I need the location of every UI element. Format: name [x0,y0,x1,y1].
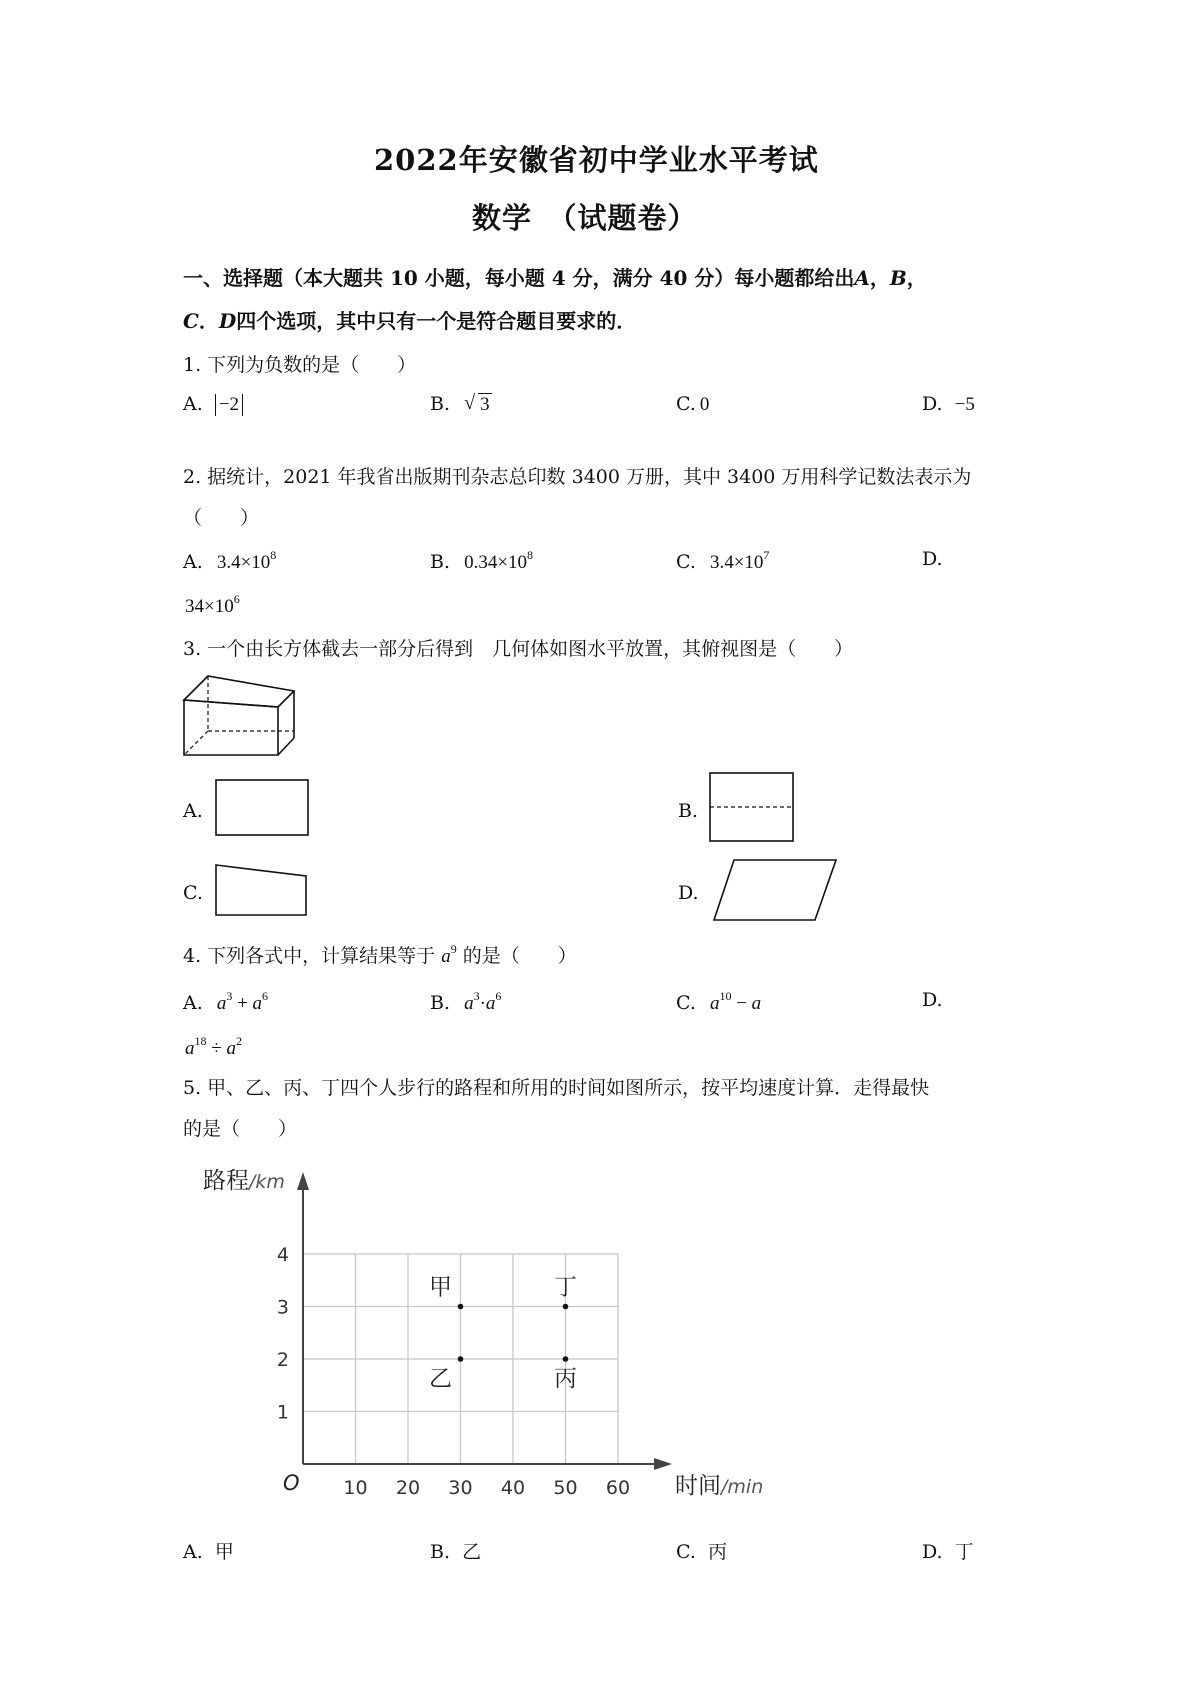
section-instructions-line2 [183,305,636,334]
y-tick-label: 2 [276,1349,289,1371]
exponent: 2 [235,1034,242,1048]
mantissa: 3.4×10 [216,552,271,573]
q3-option-d-label: D. [678,882,699,904]
variable: a [252,993,263,1014]
question-4-stem [183,941,577,968]
variable: a [226,1038,236,1059]
expression [216,989,269,1014]
q1-option-b [430,393,492,416]
data-point [458,1304,464,1310]
exponent: 3 [226,989,233,1003]
x-tick-label: 30 [448,1477,473,1499]
x-tick-label: 60 [605,1477,631,1499]
exponent: 6 [262,989,269,1003]
x-tick-label: 40 [500,1477,526,1499]
square-root [464,394,492,416]
x-tick-label: 20 [395,1477,421,1499]
mantissa: 34×10 [185,596,234,617]
comma: ， [906,266,927,290]
sci-notation [216,548,277,573]
x-axis-unit: /min [721,1476,764,1498]
q4-option-c [676,989,761,1015]
data-point [563,1304,569,1310]
separator: ． [198,309,219,333]
operator: · [479,993,486,1014]
question-3-stem: 3. 一个由长方体截去一部分后得到 几何体如图水平放置，其俯视图是（ ） [183,638,854,660]
data-point-label: 丙 [554,1366,577,1392]
option-label: C. [676,393,696,415]
exam-title: 2022年安徽省初中学业水平考试 [374,143,819,177]
axes [297,1172,672,1470]
x-tick-label: 50 [553,1477,578,1499]
option-value: 丙 [707,1541,727,1563]
variable: a [216,993,227,1014]
option-value: 甲 [214,1541,234,1563]
exponent: 8 [527,548,534,562]
q3-option-b-figure [709,772,795,844]
mantissa: 3.4×10 [709,552,764,573]
option-label: D. [922,1541,943,1563]
solid-figure [182,673,302,758]
option-label: D. [922,393,943,415]
q5-option-c [676,1537,727,1564]
q1-option-d [922,393,975,416]
expression [709,989,762,1014]
question-5-stem-cont: 的是（ ） [183,1118,298,1140]
parallelogram-shape [714,860,836,920]
exponent: 9 [450,942,457,956]
exponent: 3 [473,989,480,1003]
exponent: 6 [233,592,240,606]
option-label: D. [922,548,943,570]
option-value: −5 [954,394,975,415]
operator: − [731,993,752,1014]
q5-option-a [183,1537,234,1564]
right-edge-bottom [278,738,294,755]
radical-icon: √ [464,392,476,414]
exponent: 6 [495,989,502,1003]
option-label: B. [430,1541,451,1563]
question-2-stem: 2. 据统计，2021 年我省出版期刊杂志总印数 3400 万册，其中 3400 万用科学记数法表示为 [183,466,972,488]
y-axis-arrow-icon [297,1172,309,1190]
data-point [458,1356,464,1362]
data-point-label: 乙 [429,1366,452,1392]
exponent: 8 [270,548,277,562]
x-tick-label: 10 [343,1477,368,1499]
data-point-label: 丁 [554,1274,577,1301]
option-label: A. [183,992,203,1014]
data-points [429,1275,577,1393]
q3-option-a-figure [215,779,310,839]
q5-option-d [922,1537,974,1564]
q2-option-a [183,548,276,574]
x-axis-label [675,1473,763,1499]
option-letter-d: D [218,309,237,333]
option-letter-c: C [183,309,199,333]
operator: ÷ [206,1038,227,1059]
variable: a [441,946,451,967]
question-5-stem: 5. 甲、乙、丙、丁四个人步行的路程和所用的时间如图所示，按平均速度计算．走得最快 [183,1077,930,1099]
mantissa: 0.34×10 [464,552,528,573]
y-tick-label: 3 [276,1296,289,1319]
option-label: A. [183,1541,203,1563]
absolute-value: −2 [215,394,243,416]
data-point [563,1356,569,1362]
section-instructions-text: 一、选择题（本大题共 10 小题，每小题 4 分，满分 40 分）每小题都给出 [183,266,855,290]
exponent: 10 [719,989,732,1003]
variable: a [185,1038,195,1059]
q1-option-a [183,393,243,416]
variable: a [751,993,762,1014]
q4-option-a [183,989,268,1015]
q3-option-c-label: C. [183,882,203,904]
variable: a [709,993,720,1014]
exponent: 7 [763,548,770,562]
sci-notation [709,548,770,573]
section-instructions-line1 [183,262,927,291]
variable: a [485,993,496,1014]
option-label: A. [183,393,203,415]
question-2-stem-cont: （ ） [183,507,260,529]
y-axis-unit: /km [249,1171,285,1193]
tick-labels [277,1244,630,1499]
comma: ， [869,266,890,290]
section-instructions-text: 四个选项，其中只有一个是符合题目要求的． [236,309,637,333]
q2-option-b [430,548,533,574]
distance-time-chart [195,1160,785,1500]
hidden-edge-diagonal [184,731,208,755]
x-axis-label-cn: 时间 [675,1473,721,1499]
y-tick-label: 4 [276,1244,289,1266]
q4-option-d [922,989,943,1011]
q5-option-b [430,1537,481,1564]
y-tick-label: 1 [276,1401,289,1424]
y-axis-label-cn: 路程 [203,1168,249,1194]
q1-option-c [676,393,709,416]
y-axis-label [203,1168,285,1194]
q3-option-c-figure [214,863,309,918]
stem-text: 4. 下列各式中，计算结果等于 [183,945,436,967]
rectangle-shape [216,780,308,835]
trapezoid-shape [216,865,306,915]
x-axis-arrow-icon [654,1458,672,1470]
option-letter-b: B [889,266,907,290]
q3-option-a-label: A. [183,800,203,822]
operator: + [232,993,253,1014]
expression [464,989,502,1014]
origin-label: O [283,1471,300,1495]
option-letter-a: A [854,266,870,290]
option-label: C. [676,1541,696,1563]
exponent: 18 [194,1034,207,1048]
option-label: C. [676,992,696,1014]
stem-text: 的是（ ） [462,945,577,967]
q4-option-d-value [185,1034,242,1060]
q2-option-c [676,548,769,574]
radicand: 3 [480,394,490,415]
option-label: B. [430,992,451,1014]
q2-option-d-value [185,592,240,618]
option-label: A. [183,551,203,573]
option-value: 0 [699,394,710,415]
q4-option-b [430,989,501,1015]
sci-notation [464,548,534,573]
option-label: B. [430,393,451,415]
top-face [184,676,294,707]
q3-option-b-label: B. [678,800,699,822]
q2-option-d [922,548,943,570]
data-point-label: 甲 [429,1274,452,1301]
option-label: C. [676,551,696,573]
exam-subtitle: 数学 （试题卷） [472,201,698,235]
option-label: B. [430,551,451,573]
option-value: 乙 [462,1541,482,1563]
option-label: D. [922,989,943,1011]
front-face [184,700,278,755]
q3-option-d-figure [712,858,840,923]
variable: a [464,993,474,1014]
question-1-stem: 1. 下列为负数的是（ ） [183,354,417,376]
option-value: 丁 [954,1541,974,1563]
